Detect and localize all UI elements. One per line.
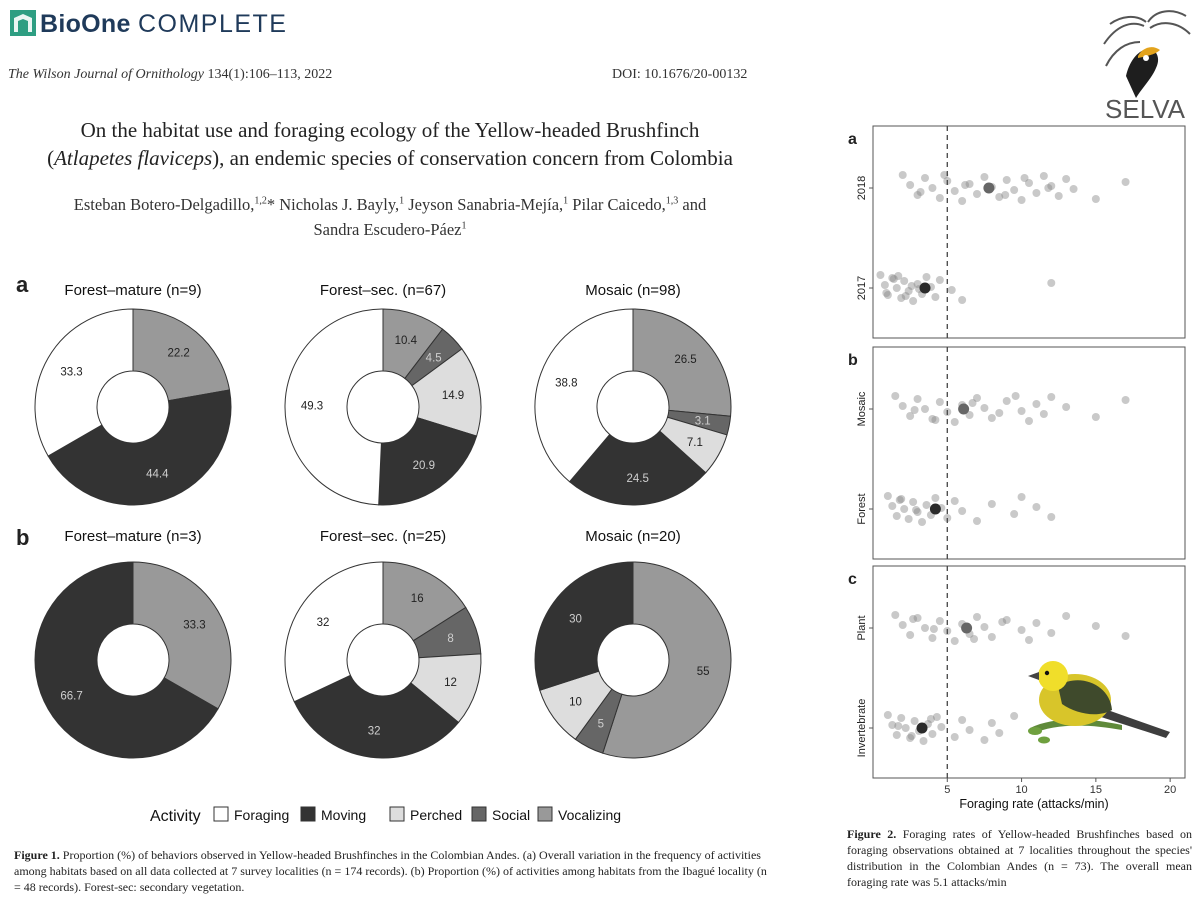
category-label: 2017 (856, 275, 868, 301)
bird-eye-icon (1045, 671, 1049, 675)
x-tick-label: 5 (944, 784, 951, 796)
data-point (911, 717, 919, 725)
data-point (896, 496, 904, 504)
donut-chart (535, 282, 731, 505)
figure-1-caption (14, 847, 774, 895)
donut-slice-moving (535, 562, 633, 690)
data-point (1055, 192, 1063, 200)
donut-slice-label: 7.1 (686, 436, 703, 449)
data-point (1040, 410, 1048, 418)
x-axis (944, 778, 1176, 811)
legend-swatch-moving (301, 807, 315, 821)
data-point (1010, 186, 1018, 194)
data-point (1070, 185, 1078, 193)
data-point (958, 716, 966, 724)
data-point (899, 171, 907, 179)
donut-slice-label: 14.9 (441, 390, 465, 403)
donut-slice-label: 4.5 (425, 352, 442, 365)
data-point (876, 271, 884, 279)
data-point (894, 722, 902, 730)
data-point (980, 736, 988, 744)
data-point (914, 395, 922, 403)
donut-slice-label: 32 (316, 616, 330, 629)
donut-chart (35, 528, 231, 758)
donut-slice-vocalizing (133, 562, 231, 709)
data-point (980, 623, 988, 631)
data-point (1062, 403, 1070, 411)
data-point (908, 282, 916, 290)
donut-slice-label: 33.3 (183, 619, 206, 632)
data-point (998, 618, 1006, 626)
data-point (1025, 417, 1033, 425)
data-point (1122, 178, 1130, 186)
data-point (980, 173, 988, 181)
data-point (1044, 184, 1052, 192)
panel-label-a: a (848, 131, 857, 148)
category-label: Mosaic (856, 391, 868, 427)
data-point (1032, 503, 1040, 511)
donut-slice-foraging (285, 309, 383, 505)
data-point (893, 731, 901, 739)
data-point (906, 181, 914, 189)
data-point (995, 729, 1003, 737)
mean-point (920, 283, 931, 294)
mean-point (958, 404, 969, 415)
data-point (909, 498, 917, 506)
donut-chart (285, 528, 481, 758)
author-list (0, 190, 780, 241)
donut-slice-label: 30 (569, 613, 582, 626)
data-point (918, 518, 926, 526)
donut-chart (35, 282, 231, 505)
data-point (921, 405, 929, 413)
legend-title: Activity (150, 808, 201, 825)
authors-line-2 (0, 216, 780, 242)
donut-slice-label: 24.5 (626, 472, 649, 485)
title-line-1: On the habitat use and foraging ecology of the Yellow-headed Brushfinch (80, 118, 700, 142)
selva-logo (1096, 6, 1194, 124)
data-point (958, 296, 966, 304)
donut-slice-label: 44.4 (146, 468, 169, 481)
figure-1-caption-lead: Figure 1. (14, 848, 60, 862)
data-point (912, 506, 920, 514)
category-label: Invertebrate (856, 698, 868, 758)
data-point (988, 500, 996, 508)
data-point (936, 276, 944, 284)
data-point (969, 399, 977, 407)
data-point (899, 621, 907, 629)
data-point (1062, 175, 1070, 183)
legend-swatch-foraging (214, 807, 228, 821)
donut-slice-label: 49.3 (300, 400, 324, 413)
data-point (1092, 413, 1100, 421)
data-point (1010, 712, 1018, 720)
data-point (973, 517, 981, 525)
data-point (931, 416, 939, 424)
legend-label-moving: Moving (321, 807, 367, 823)
data-point (905, 515, 913, 523)
figure-2-caption (847, 826, 1192, 890)
donut-slice-foraging (35, 309, 133, 456)
data-point (1092, 195, 1100, 203)
figure-2-caption-body: Foraging rates of Yellow-headed Brushfinches based on foraging observations obtained at 7 localities throughout the species' distribution in the Colombian Andes (n = 73). The overall mean foraging rate was 5.1 attacks/min (847, 827, 1192, 889)
data-point (890, 275, 898, 283)
donut-chart (285, 282, 481, 505)
data-point (1047, 279, 1055, 287)
panel-frame (873, 566, 1185, 778)
data-point (1032, 189, 1040, 197)
data-point (1032, 619, 1040, 627)
author[interactable]: Sandra Escudero-Páez$^1$ (313, 220, 467, 239)
data-point (937, 723, 945, 731)
donut-slice-foraging (285, 562, 383, 702)
data-point (951, 733, 959, 741)
data-point (928, 634, 936, 642)
data-point (909, 615, 917, 623)
data-point (888, 502, 896, 510)
bioone-logo-icon (10, 10, 36, 36)
legend-swatch-perched (390, 807, 404, 821)
legend-label-perched: Perched (410, 807, 463, 823)
figure-1-caption-body: Proportion (%) of behaviors observed in Yellow-headed Brushfinches in the Colombian Andes. (a) Overall variation in the frequency of activities among habitats based on all data collected at 7 survey localities (n = 174 records). (b) Proportion (%) of activities among habitats from the Ibagué locality (n = 48 records). Forest-sec: secondary vegetation. (14, 848, 767, 894)
donut-slice-label: 3.1 (694, 415, 711, 428)
bioone-logo[interactable]: BioOne COMPLETE (40, 10, 288, 38)
data-point (1047, 629, 1055, 637)
data-point (921, 174, 929, 182)
data-point (928, 730, 936, 738)
data-point (893, 284, 901, 292)
author[interactable]: Jeyson Sanabria-Mejía,$^1$ (404, 194, 569, 214)
donut-chart-title: Forest–mature (n=3) (64, 528, 202, 545)
donut-slice-label: 32 (367, 725, 381, 738)
donut-slice-label: 55 (696, 666, 710, 679)
data-point (920, 737, 928, 745)
data-point (961, 181, 969, 189)
donut-chart-title: Forest–sec. (n=25) (319, 528, 447, 545)
donut-slice-label: 26.5 (674, 354, 697, 367)
data-point (988, 633, 996, 641)
donut-slice-label: 12 (444, 676, 457, 689)
category-label: Forest (856, 493, 868, 525)
donut-chart (535, 528, 731, 758)
data-point (948, 286, 956, 294)
donut-slice-label: 10 (569, 696, 582, 709)
title-species: Atlapetes flaviceps (54, 146, 213, 170)
data-point (900, 505, 908, 513)
data-point (931, 494, 939, 502)
data-point (893, 512, 901, 520)
mean-point (930, 504, 941, 515)
data-point (1018, 196, 1026, 204)
legend-swatch-social (472, 807, 486, 821)
journal-name: The Wilson Journal of Ornithology (8, 67, 204, 82)
author[interactable]: Pilar Caicedo,$^{1,3}$ and (568, 194, 707, 214)
data-point (911, 406, 919, 414)
donut-slice-label: 5 (597, 718, 604, 731)
donut-slice-label: 20.9 (412, 460, 436, 473)
data-point (995, 409, 1003, 417)
data-point (922, 501, 930, 509)
bird-head-icon (1038, 661, 1068, 691)
leaf-icon (1028, 727, 1042, 735)
mean-point (917, 723, 928, 734)
x-axis-title: Foraging rate (attacks/min) (959, 797, 1109, 811)
data-point (931, 293, 939, 301)
data-point (884, 492, 892, 500)
panel-frame (873, 347, 1185, 559)
panel-label-a: a (16, 272, 29, 297)
data-point (1025, 636, 1033, 644)
data-point (936, 398, 944, 406)
data-point (1122, 396, 1130, 404)
figure-2-caption-lead: Figure 2. (847, 827, 897, 841)
data-point (1062, 612, 1070, 620)
donut-slice-label: 38.8 (555, 377, 578, 390)
data-point (1018, 493, 1026, 501)
panel-label-b: b (16, 525, 30, 550)
strip-panel-b (848, 347, 1185, 559)
donut-slice-label: 10.4 (394, 334, 417, 347)
donut-chart-title: Mosaic (n=98) (585, 282, 681, 299)
data-point (1001, 191, 1009, 199)
data-point (951, 637, 959, 645)
donut-slice-label: 66.7 (60, 690, 83, 703)
data-point (882, 289, 890, 297)
title-line-2: (Atlapetes flaviceps), an endemic species of conservation concern from Colombia (47, 146, 733, 170)
data-point (927, 715, 935, 723)
category-label: Plant (856, 615, 868, 641)
legend-label-foraging: Foraging (234, 807, 290, 823)
doi[interactable]: DOI: 10.1676/20-00132 (612, 67, 748, 82)
legend-label-vocalizing: Vocalizing (558, 807, 622, 823)
data-point (908, 732, 916, 740)
authors-line-1 (0, 190, 780, 216)
data-point (951, 497, 959, 505)
data-point (917, 188, 925, 196)
data-point (1003, 176, 1011, 184)
data-point (1018, 626, 1026, 634)
title-line-2-rest: ), an endemic species of conservation concern from Colombia (212, 146, 733, 170)
data-point (973, 613, 981, 621)
data-point (1047, 513, 1055, 521)
activity-legend (150, 807, 621, 825)
data-point (1010, 510, 1018, 518)
legend-label-social: Social (492, 807, 531, 823)
data-point (902, 724, 910, 732)
author[interactable]: Nicholas J. Bayly,$^1$ (275, 194, 405, 214)
data-point (1092, 622, 1100, 630)
panel-label-b: b (848, 352, 858, 369)
leaf-icon (1038, 737, 1050, 744)
toucan-eye-icon (1143, 55, 1149, 61)
data-point (909, 297, 917, 305)
panel-label-c: c (848, 571, 857, 588)
data-point (958, 197, 966, 205)
data-point (1003, 397, 1011, 405)
x-tick-label: 20 (1164, 784, 1177, 796)
data-point (906, 631, 914, 639)
donut-chart-title: Mosaic (n=20) (585, 528, 681, 545)
journal-issue: 134(1):106–113, 2022 (207, 67, 333, 82)
data-point (881, 281, 889, 289)
data-point (1012, 392, 1020, 400)
data-point (891, 392, 899, 400)
data-point (980, 404, 988, 412)
selva-logo-text: SELVA (1105, 94, 1185, 124)
donut-slice-label: 33.3 (60, 366, 83, 379)
legend-swatch-vocalizing (538, 807, 552, 821)
donut-slice-label: 22.2 (167, 347, 190, 360)
data-point (928, 184, 936, 192)
donut-chart-title: Forest–sec. (n=67) (319, 282, 447, 299)
author[interactable]: Esteban Botero-Delgadillo,$^{1,2}$* (73, 194, 276, 214)
data-point (970, 635, 978, 643)
x-tick-label: 15 (1089, 784, 1102, 796)
journal-citation (8, 67, 332, 83)
data-point (891, 611, 899, 619)
x-tick-label: 10 (1015, 784, 1028, 796)
data-point (902, 292, 910, 300)
mean-point (961, 623, 972, 634)
data-point (936, 194, 944, 202)
data-point (936, 617, 944, 625)
data-point (973, 190, 981, 198)
data-point (1032, 400, 1040, 408)
strip-panel-c (848, 566, 1185, 778)
figure-2-strip-plots (840, 120, 1195, 820)
donut-chart-title: Forest–mature (n=9) (64, 282, 202, 299)
mean-point (983, 183, 994, 194)
data-point (988, 719, 996, 727)
data-point (958, 507, 966, 515)
data-point (1040, 172, 1048, 180)
data-point (884, 711, 892, 719)
panel-frame (873, 126, 1185, 338)
donut-slice-label: 8 (447, 633, 454, 646)
data-point (1047, 393, 1055, 401)
data-point (930, 625, 938, 633)
data-point (922, 273, 930, 281)
data-point (1122, 632, 1130, 640)
figure-1-donut-charts (0, 262, 780, 842)
data-point (897, 714, 905, 722)
data-point (988, 414, 996, 422)
data-point (1018, 407, 1026, 415)
data-point (1021, 174, 1029, 182)
data-point (899, 402, 907, 410)
donut-slice-label: 16 (410, 592, 424, 605)
data-point (921, 624, 929, 632)
data-point (966, 726, 974, 734)
data-point (951, 418, 959, 426)
article-title (0, 116, 780, 172)
strip-panel-a (848, 126, 1185, 338)
category-label: 2018 (856, 175, 868, 201)
data-point (951, 187, 959, 195)
